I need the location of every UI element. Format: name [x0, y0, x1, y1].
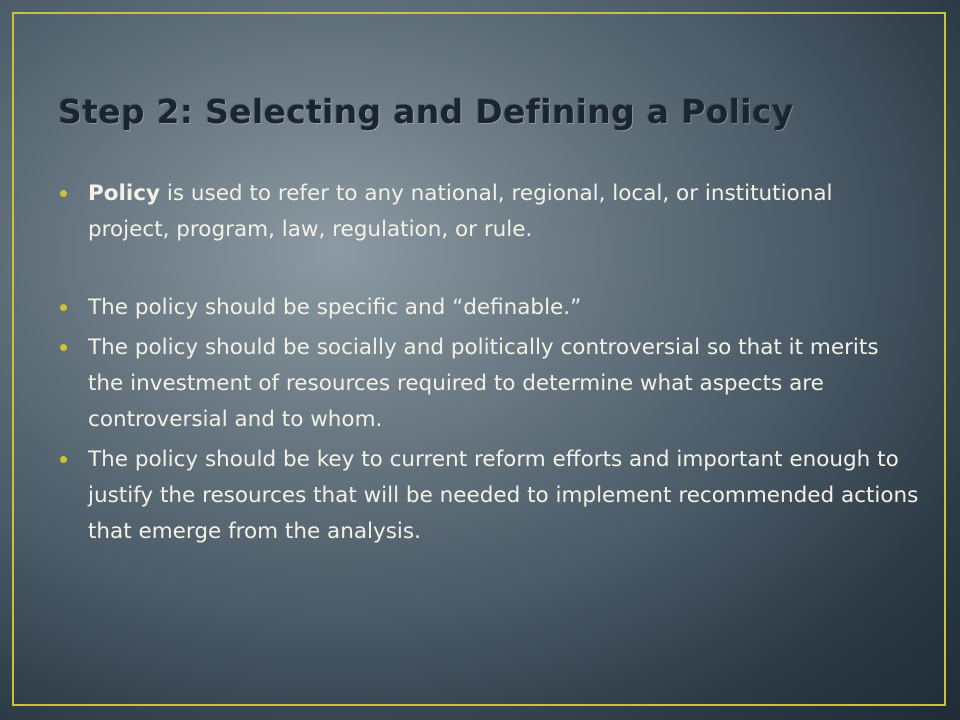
bullet-item-reform — [60, 442, 920, 550]
bullet-lead-term: Policy — [88, 181, 161, 206]
slide-title: Step 2: Selecting and Defining a Policy — [58, 92, 794, 131]
bullet-item-controversial — [60, 330, 920, 438]
bullet-dot-icon — [60, 304, 67, 311]
bullet-text: The policy should be specific and “definable.” — [88, 295, 582, 320]
bullet-list — [60, 176, 920, 550]
bullet-text: The policy should be key to current reform efforts and important enough to justify the resources that will be needed to implement recommended actions that emerge from the analysis. — [88, 447, 919, 544]
bullet-item-policy-definition — [60, 176, 920, 248]
bullet-dot-icon — [60, 190, 67, 197]
bullet-dot-icon — [60, 456, 67, 463]
bullet-text: is used to refer to any national, regional, local, or institutional project, program, law, regulation, or rule. — [88, 181, 833, 242]
bullet-dot-icon — [60, 344, 67, 351]
bullet-text: The policy should be socially and politically controversial so that it merits the investment of resources required to determine what aspects are controversial and to whom. — [88, 335, 879, 432]
bullet-item-specific — [60, 290, 920, 326]
